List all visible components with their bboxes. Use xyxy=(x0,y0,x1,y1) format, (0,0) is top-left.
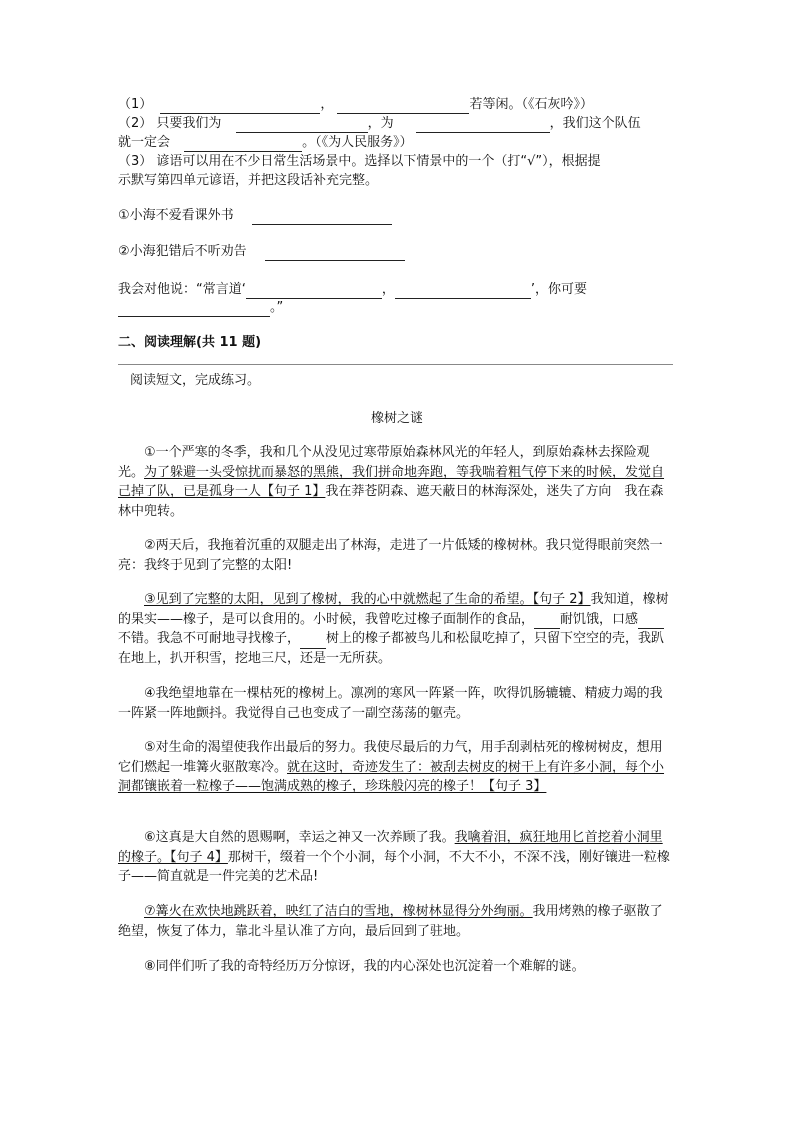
q1-separator: ， xyxy=(320,97,334,112)
say-pre: 我会对他说：“常言道‘ xyxy=(118,282,246,297)
p3-blank-2[interactable] xyxy=(638,614,664,629)
q1-number: （1） xyxy=(118,97,153,112)
option-1[interactable] xyxy=(118,207,392,225)
say-line-2 xyxy=(118,299,283,317)
option-2-label: ②小海犯错后不听劝告 xyxy=(118,244,247,259)
section-divider xyxy=(118,364,673,365)
say-blank-3[interactable] xyxy=(118,302,270,317)
question-3-line-1: （3） 谚语可以用在不少日常生活场景中。选择以下情景中的一个（打“√”），根据提 xyxy=(118,154,601,169)
option-2-blank[interactable] xyxy=(265,246,405,261)
q2-blank-3[interactable] xyxy=(184,137,302,152)
q1-blank-2[interactable] xyxy=(337,99,469,114)
say-line-1 xyxy=(118,281,587,299)
paragraph-4: ④我绝望地靠在一棵枯死的橡树上。凛冽的寒风一阵紧一阵，吹得饥肠辘辘、精疲力竭的我一阵紧一阵地颤抖。我觉得自己也变成了一副空荡荡的躯壳。 xyxy=(118,686,663,721)
section-heading: 二、阅读理解(共 11 题) xyxy=(118,335,262,350)
p5-underlined: 就在这时，奇迹发生了：被刮去树皮的树干上有许多小洞，每个小洞都镶嵌着一粒橡子——饱满成熟的橡子，珍珠般闪亮的橡子！【句子 3】 xyxy=(118,759,665,794)
q2-tail: ，我们这个队伍 xyxy=(549,116,641,131)
q1-tail: 若等闲。（《石灰吟》） xyxy=(469,97,593,112)
p6-text-a: ⑥这真是大自然的恩赐啊，幸运之神又一次养顾了我。 xyxy=(144,830,455,845)
q2-pre: 只要我们为 xyxy=(156,116,222,131)
p7-text-a: 我用烤熟的橡子驱散了绝望，恢复了体力，靠北斗星认准了方向，最后回到了驻地。 xyxy=(118,904,663,939)
p6-underlined: 我噙着泪，疯狂地用匕首挖着小洞里的橡子。【句子 4】 xyxy=(118,830,663,865)
p3-blank-1[interactable] xyxy=(534,614,560,629)
option-1-label: ①小海不爱看课外书 xyxy=(118,208,234,223)
say-end: 。” xyxy=(270,300,284,315)
reading-instruction: 阅读短文，完成练习。 xyxy=(130,373,261,388)
article-title: 橡树之谜 xyxy=(370,411,423,426)
paragraph-3 xyxy=(118,590,673,668)
p1-text-b: 我在莽苍阴森、遮天蔽日的林海深处，迷失了方向 我在森林中兜转。 xyxy=(118,484,664,519)
paragraph-7 xyxy=(118,902,673,941)
question-2-line-2 xyxy=(118,134,413,152)
say-blank-1[interactable] xyxy=(246,284,382,299)
say-tail: ’，你可要 xyxy=(530,282,588,297)
p1-underlined: 为了躲避一头受惊扰而暴怒的黑熊，我们拼命地奔跑，等我喘着粗气停下来的时候，发觉自己掉了队，已是孤身一人【句子 1】 xyxy=(118,464,665,499)
say-blank-2[interactable] xyxy=(395,284,531,299)
p7-underlined: ⑦篝火在欢快地跳跃着，映红了洁白的雪地，橡树林显得分外绚丽。 xyxy=(144,904,533,919)
p5-text-a: ⑤对生命的渴望使我作出最后的努力。我使尽最后的力气，用手刮剥枯死的橡树树皮，想用它们燃起一堆篝火驱散寒冷。 xyxy=(118,740,663,775)
q2-blank-1[interactable] xyxy=(236,118,368,133)
q2-line2-pre: 就一定会 xyxy=(118,135,171,150)
q2-mid: ，为 xyxy=(367,116,394,131)
p3-text-b: 耐饥饿，口感 xyxy=(560,611,639,627)
q2-number: （2） xyxy=(118,116,153,131)
q1-blank-1[interactable] xyxy=(160,99,320,114)
p3-text-a: 我知道，橡树的果实——橡子，是可以食用的。小时候，我曾吃过橡子面制作的食品， xyxy=(118,592,669,627)
question-1 xyxy=(118,96,593,114)
paragraph-2: ②两天后，我拖着沉重的双腿走出了林海，走进了一片低矮的橡树林。我只觉得眼前突然一亮：我终于见到了完整的太阳! xyxy=(118,538,663,573)
p3-underlined: ③见到了完整的太阳，见到了橡树，我的心中就燃起了生命的希望。【句子 2】 xyxy=(144,592,591,607)
paragraph-6 xyxy=(118,828,673,887)
p3-text-d: 树上的橡子都被鸟儿和松鼠吃掉了，只留下空空的壳，我趴在地上，扒开积雪，挖地三尺，还是一无所获。 xyxy=(118,631,665,666)
p1-text-a: ①一个严寒的冬季，我和几个从没见过寒带原始森林风光的年轻人，到原始森林去探险观光。 xyxy=(118,445,650,480)
say-separator: ， xyxy=(381,282,395,297)
p6-text-b: 那树干，缀着一个个小洞，每个小洞，不大不小，不深不浅，刚好镶进一粒橡子——简直就是一件完美的艺术品! xyxy=(118,849,670,884)
option-1-blank[interactable] xyxy=(252,210,392,225)
paragraph-8: ⑧同伴们听了我的奇特经历万分惊讶，我的内心深处也沉淀着一个难解的谜。 xyxy=(144,959,585,974)
option-2[interactable] xyxy=(118,243,405,261)
paragraph-1 xyxy=(118,443,673,521)
p3-text-c: 不错。我急不可耐地寻找橡子， xyxy=(118,631,301,646)
question-3-line-2: 示默写第四单元谚语，并把这段话补充完整。 xyxy=(118,173,379,188)
p3-blank-3[interactable] xyxy=(300,634,326,649)
q2-blank-2[interactable] xyxy=(416,118,550,133)
question-2 xyxy=(118,115,641,133)
q2-line2-tail: 。（《为人民服务》） xyxy=(302,135,413,150)
paragraph-5 xyxy=(118,738,673,797)
